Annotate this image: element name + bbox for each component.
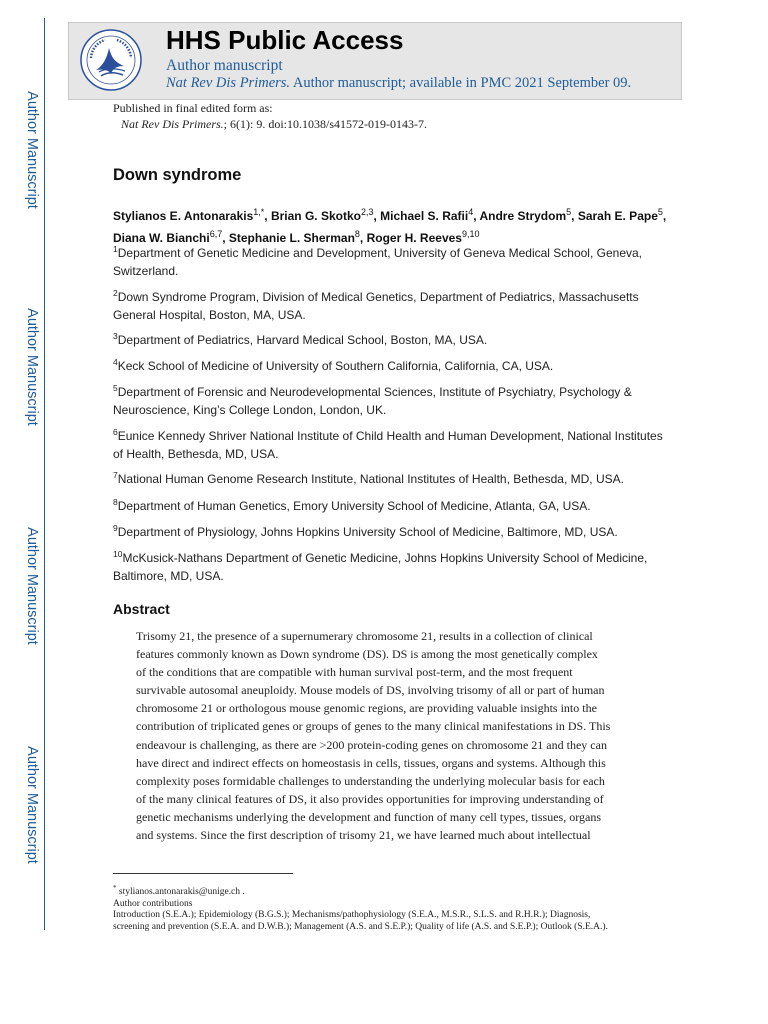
header-title: HHS Public Access: [166, 25, 404, 55]
publication-citation: Nat Rev Dis Primers.; 6(1): 9. doi:10.1038/s41572-019-0143-7.: [121, 117, 427, 131]
author-name: Roger H. Reeves$^{9,10}$: [366, 228, 480, 245]
abstract-line: survivable autosomal aneuploidy. Mouse models of DS, involving trisomy of all or part of human: [136, 683, 605, 698]
author-name: Stephanie L. Sherman$^8$,: [228, 228, 367, 245]
abstract-line: of the many clinical features of DS, it also provides opportunities for improving understanding of: [136, 791, 604, 806]
affiliation: $^2$Down Syndrome Program, Division of Medical Genetics, Department of Pediatrics, Massachusetts General Hospital, Boston, MA, USA.: [113, 288, 639, 322]
affiliation: $^1$Department of Genetic Medicine and Development, University of Geneva Medical School, Geneva, Switzerland.: [113, 244, 643, 278]
abstract-line: endeavour is challenging, as there are >200 protein-coding genes on chromosome 21 and they can: [136, 737, 607, 752]
contributions-heading: Author contributions: [113, 898, 193, 909]
affiliation: $^3$Department of Pediatrics, Harvard Medical School, Boston, MA, USA.: [113, 331, 488, 347]
affiliation: $^8$Department of Human Genetics, Emory University School of Medicine, Atlanta, GA, USA.: [113, 497, 591, 513]
author-name: Stylianos E. Antonarakis$^{1,*}$,: [113, 207, 271, 223]
author-name: Brian G. Skotko$^{2,3}$,: [270, 207, 381, 223]
author-manuscript-margin-label: Author Manuscript: [24, 91, 40, 209]
published-label: Published in final edited form as:: [113, 101, 273, 115]
article-title: Down syndrome: [113, 166, 242, 184]
author-name: Sarah E. Pape$^5$,: [577, 207, 667, 223]
footnote-divider: [113, 873, 293, 874]
abstract-line: have direct and indirect effects on homeostasis in cells, tissues, organs and systems. Although this: [136, 755, 606, 770]
abstract-line: genetic mechanisms underlying the development and function of many cell types, tissues, organs: [136, 809, 601, 824]
affiliation: $^9$Department of Physiology, Johns Hopkins University School of Medicine, Baltimore, MD, USA.: [113, 523, 618, 539]
author-manuscript-margin-label: Author Manuscript: [24, 746, 40, 864]
author-manuscript-margin-label: Author Manuscript: [24, 308, 40, 426]
abstract-line: Trisomy 21, the presence of a supernumerary chromosome 21, results in a collection of clinical: [136, 629, 593, 643]
abstract-line: contribution of triplicated genes or groups of genes to the many clinical manifestations in DS. This: [136, 719, 611, 734]
affiliation: $^5$Department of Forensic and Neurodevelopmental Sciences, Institute of Psychiatry, Psychology & Neuroscience, King’s College London, London, UK.: [113, 383, 632, 417]
abstract-line: features commonly known as Down syndrome (DS). DS is among the most genetically complex: [136, 647, 598, 662]
header-citation: Nat Rev Dis Primers. Author manuscript; available in PMC 2021 September 09.: [166, 75, 632, 91]
affiliation: $^{10}$McKusick-Nathans Department of Genetic Medicine, Johns Hopkins University School of Medicine, Baltimore, MD, USA.: [113, 549, 648, 583]
hhs-eagle-logo-icon: [79, 28, 143, 92]
affiliation: $^7$National Human Genome Research Institute, National Institutes of Health, Bethesda, MD, USA.: [113, 470, 624, 486]
abstract-line: of the conditions that are compatible with human survival post-term, and the most frequent: [136, 665, 573, 680]
author-list: [113, 204, 673, 247]
correspondence-email: * stylianos.antonarakis@unige.ch .: [113, 884, 245, 898]
affiliation: $^6$Eunice Kennedy Shriver National Institute of Child Health and Human Development, National Institutes of Health, Bethesda, MD, USA.: [113, 427, 663, 461]
footnotes: [113, 883, 673, 933]
abstract-line: and systems. Since the first description of trisomy 21, we have learned much about intellectual: [136, 828, 591, 843]
abstract-line: complexity poses formidable challenges to understanding the underlying molecular basis for each: [136, 773, 605, 788]
contributions-text: screening and prevention (S.E.A. and D.W.B.); Management (A.S. and S.E.P.); Quality of life (A.S. and S.E.P.); Outlook (S.E.A.).: [113, 921, 608, 932]
contributions-text: Introduction (S.E.A.); Epidemiology (B.G.S.); Mechanisms/pathophysiology (S.E.A., M.S.R., S.L.S. and R.H.R.); Diagnosis,: [113, 910, 591, 921]
author-manuscript-margin-label: Author Manuscript: [24, 527, 40, 645]
header-subtitle: Author manuscript: [166, 57, 283, 74]
author-name: Andre Strydom$^5$,: [479, 207, 578, 223]
abstract-line: chromosome 21 or orthologous mouse genomic regions, are providing valuable insights into the: [136, 701, 597, 716]
abstract-heading: Abstract: [113, 601, 170, 617]
hhs-header-banner: [68, 22, 682, 100]
affiliation: $^4$Keck School of Medicine of University of Southern California, California, CA, USA.: [113, 357, 554, 373]
author-name: Michael S. Rafii$^4$,: [380, 207, 480, 223]
margin-rule: [44, 18, 45, 930]
abstract-body: [136, 627, 636, 844]
author-name: Diana W. Bianchi$^{6,7}$,: [113, 228, 229, 245]
